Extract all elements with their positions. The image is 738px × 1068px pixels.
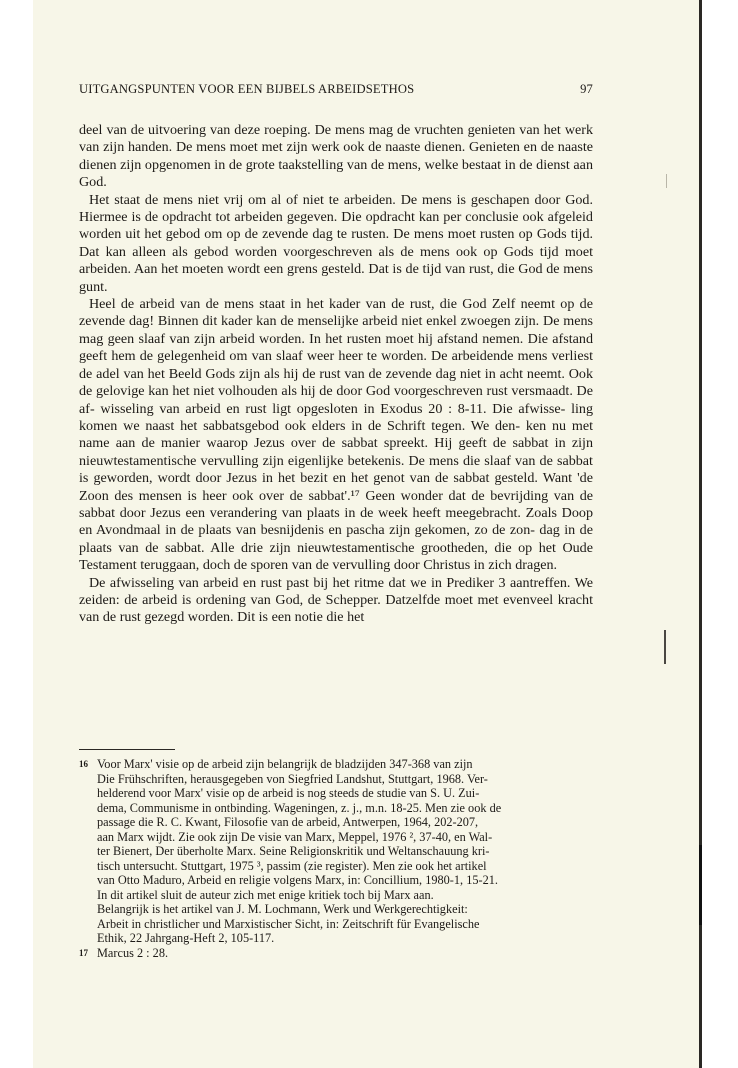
text-line: die op het Oude Testament teruggaan, doch de sporen van de vervulling door <box>79 539 593 574</box>
footnote-line: passage die R. C. Kwant, Filosofie van de arbeid, Antwerpen, 1964, 202-207, <box>97 815 479 829</box>
footnote-number: 16 <box>79 759 88 769</box>
paragraph <box>79 122 593 192</box>
footnote-line: Arbeit in christlicher und Marxistischer Sicht, in: Zeitschrift für Evangelische <box>97 916 480 931</box>
text-line: Avondmaal in de plaats van besnijdenis en pascha zijn gekomen, zo de zon- <box>96 522 535 539</box>
text-line: van het werk van zijn handen. De mens moet met zijn werk ook de naaste <box>79 122 593 156</box>
text-line: Heel de arbeid van de mens staat in het kader van de rust, die God Zelf <box>89 296 516 313</box>
text-line: door God. Hiermee is de opdracht tot arbeiden gegeven. Die opdracht kan <box>79 191 593 226</box>
footnotes <box>79 757 593 960</box>
footnote-line: Voor Marx' visie op de arbeid zijn belangrijk de bladzijden 347-368 van zijn <box>97 757 473 771</box>
running-header <box>79 82 593 97</box>
footnote-line: Die Frühschriften, herausgegeben von Siegfried Landshut, Stuttgart, 1968. Ver- <box>97 771 488 786</box>
text-line: neemt op de zevende dag! Binnen dit kader kan de menselijke arbeid niet enkel <box>79 296 593 330</box>
margin-mark-bar <box>664 630 666 664</box>
footnote-line: Ethik, 22 Jahrgang-Heft 2, 105-117. <box>97 931 275 945</box>
footnote-line: Marcus 2 : 28. <box>97 945 169 960</box>
paragraph <box>79 192 593 296</box>
body-text <box>79 122 593 627</box>
text-line: dag in de plaats van de sabbat. Alle drie zijn nieuwtestamentische grootheden, <box>79 522 593 556</box>
text-line: ling komen we naast het sabbatsgebod ook elders in de Schrift tegen. We den- <box>79 400 593 434</box>
text-line: Christus in zich dragen. <box>423 557 558 574</box>
text-line: over de sabbat'.¹⁷ Geen wonder dat de bevrijding van de sabbat door Jezus <box>79 487 594 521</box>
footnote <box>79 757 593 946</box>
footnote <box>79 946 593 961</box>
footnote-line: Belangrijk is het artikel van J. M. Lochmann, Werk und Werkgerechtigkeit: <box>97 902 468 916</box>
text-line: dienen. Genieten en de naaste dienen zijn opgenomen in de grote taakstelling <box>79 139 594 173</box>
text-line: een verandering van plaats in de week heeft meegebracht. Zoals Doop en <box>79 504 593 539</box>
page-edge-shadow-dark <box>699 845 702 925</box>
margin-mark <box>666 174 667 188</box>
footnote-text <box>97 946 593 961</box>
running-title: UITGANGSPUNTEN VOOR EEN BIJBELS ARBEIDSETHOS <box>79 82 415 96</box>
text-line: aantreffen. We zeiden: de arbeid is ordening van God, de Schepper. Datzelfde <box>79 574 593 608</box>
text-line: en het genot van de sabbat gesteld. Want 'de Zoon des mensen is heer ook <box>79 470 593 504</box>
footnote-line: In dit artikel sluit de auteur zich met enige kritiek toch bij Marx aan. <box>97 887 434 902</box>
footnote-line: tisch untersucht. Stuttgart, 1975 ³, passim (zie register). Men zie ook het artikel <box>97 858 487 873</box>
text-line: wordt een grens gesteld. Dat is de tijd van rust, die God de mens gunt. <box>79 261 593 295</box>
text-line: voorgeschreven als de mens ook op Gods tijd moet arbeiden. Aan het moeten <box>79 243 594 278</box>
text-line: moet hij afstand nemen. Die afstand geeft hem de gelegenheid om van slaaf <box>79 330 594 365</box>
text-line: rusten. De mens moet rusten op Gods tijd. Dat kan alleen als gebod worden <box>79 226 594 260</box>
page-number: 97 <box>580 82 593 96</box>
footnote-line: helderend voor Marx' visie op de arbeid is nog steeds de studie van S. U. Zui- <box>97 786 480 800</box>
text-line: moet met evenveel kracht van de rust gezegd worden. Dit is een notie die het <box>79 591 593 626</box>
text-line: zijn als hij de rust van de zevende dag niet in acht neemt. Ook de gelovige kan <box>79 365 593 400</box>
text-line: het niet volhouden als hij de door God voorgeschreven rust versmaadt. De af- <box>79 383 593 417</box>
text-line: van de mens, welke bestaat in de dienst aan God. <box>79 156 593 191</box>
footnote-line: ter Bienert, Der überholte Marx. Seine Religionskritik und Weltanschauung kri- <box>97 844 490 858</box>
text-line: geeft de sabbat in zijn nieuwtestamentische vervulling zijn eigenlijke betekenis. <box>79 435 593 469</box>
footnote-line: van Otto Maduro, Arbeid en religie volgens Marx, in: Concillium, 1980-1, 15-21. <box>97 873 498 887</box>
text-line: ken nu met name aan de manier waarop Jezus over de sabbat spreekt. Hij <box>79 417 593 452</box>
footnote-line: aan Marx wijdt. Zie ook zijn De visie van Marx, Meppel, 1976 ², 37-40, en Wal- <box>97 829 493 844</box>
footnote-text <box>97 757 593 946</box>
text-line: weer heer te worden. De arbeidende mens verliest de adel van het Beeld Gods <box>79 348 593 382</box>
text-line: deel van de uitvoering van deze roeping. De mens mag de vruchten genieten <box>79 122 516 138</box>
footnote-line: dema, Communisme in ontbinding. Wageningen, z. j., m.n. 18-25. Men zie ook de <box>97 800 502 815</box>
text-line: De mens die slaaf van de sabbat is geworden, wordt door Jezus in het bezit <box>79 452 593 487</box>
footnote-divider <box>79 749 175 750</box>
paragraph <box>79 296 593 575</box>
text-line: wisseling van arbeid en rust ligt opgesloten in Exodus 20 : 8-11. Die afwisse- <box>100 400 566 417</box>
text-line: per conclusie ook afgeleid worden uit het gebod om op de zevende dag te <box>79 209 593 243</box>
text-line: zwoegen zijn. De mens mag geen slaaf van zijn arbeid worden. In het rusten <box>79 313 594 347</box>
text-line: Het staat de mens niet vrij om al of niet te arbeiden. De mens is geschapen <box>89 191 530 208</box>
paragraph <box>79 575 593 627</box>
footnote-number: 17 <box>79 947 88 958</box>
text-line: De afwisseling van arbeid en rust past bij het ritme dat we in Prediker 3 <box>89 574 506 591</box>
